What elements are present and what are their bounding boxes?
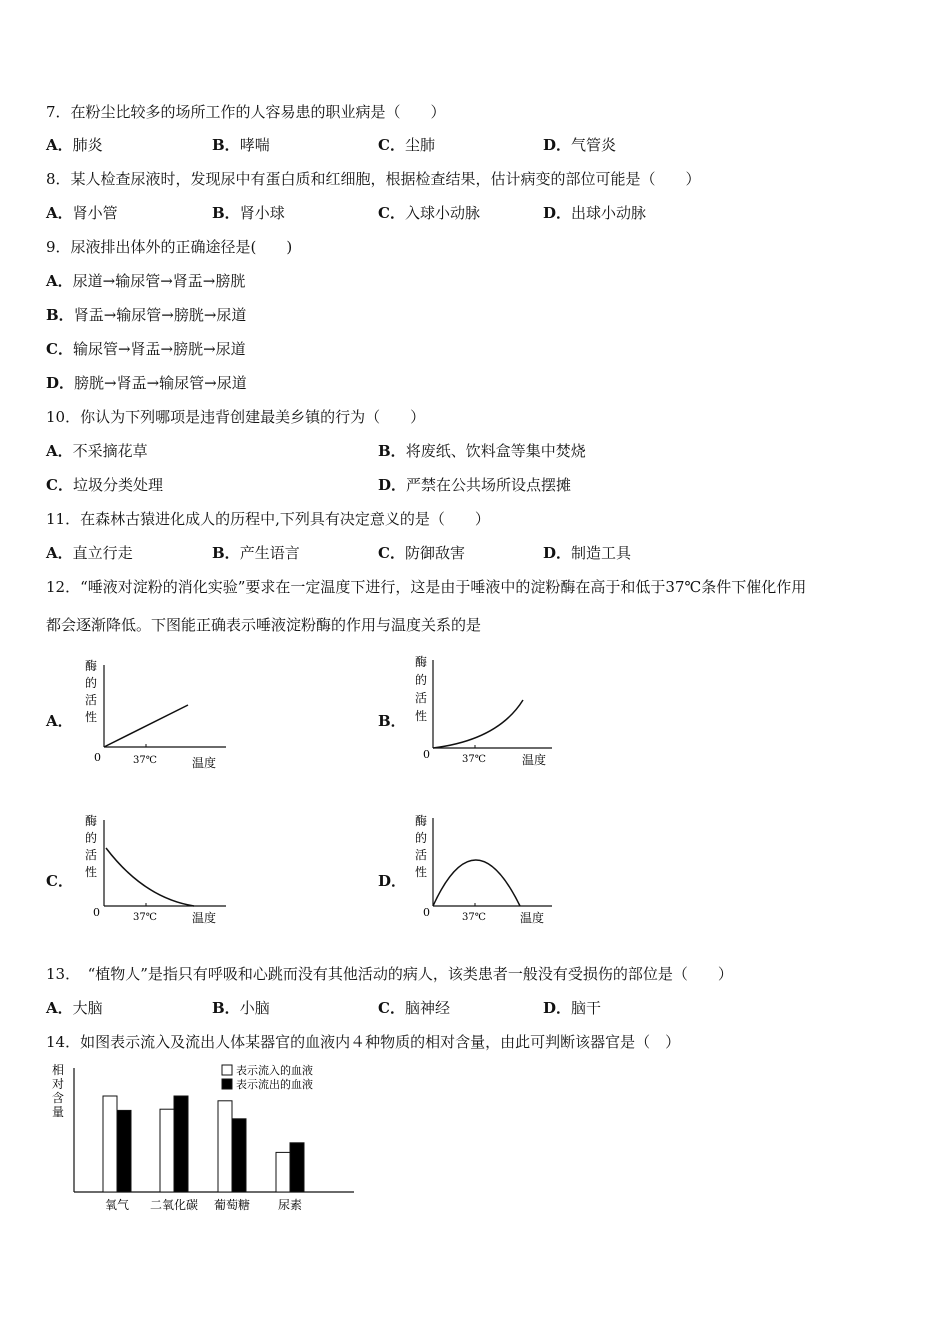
bar-in-1 — [160, 1109, 174, 1192]
chart-category-label: 氧气 — [104, 1198, 130, 1212]
q12-graph-label-b[interactable]: B． — [378, 712, 406, 730]
q7-stem: 7．在粉尘比较多的场所工作的人容易患的职业病是（ ） — [46, 103, 446, 121]
graph-d-ylabel-2: 的 — [415, 831, 428, 845]
q7-option-c[interactable]: C．尘肺 — [378, 136, 435, 154]
q10-stem: 10．你认为下列哪项是违背创建最美乡镇的行为（ ） — [46, 408, 426, 426]
q10-option-d[interactable]: D．严禁在公共场所设点摆摊 — [378, 476, 572, 494]
chart-ylabel-char-1: 相 — [52, 1063, 65, 1077]
bar-out-1 — [174, 1096, 188, 1192]
bar-out-0 — [117, 1110, 131, 1192]
q13-option-a[interactable]: A．大脑 — [46, 999, 103, 1017]
q13-stem: 13． “植物人”是指只有呼吸和心跳而没有其他活动的病人，该类患者一般没有受损伤的部位是（ ） — [46, 965, 733, 983]
graph-d-curve — [433, 860, 520, 906]
q12-graph-label-c[interactable]: C． — [46, 872, 73, 890]
q14-stem: 14．如图表示流入及流出人体某器官的血液内４种物质的相对含量，由此可判断该器官是（ ） — [46, 1033, 681, 1051]
graph-a-ylabel-3: 活 — [85, 693, 98, 707]
q9-option-a[interactable]: A．尿道→输尿管→肾盂→膀胱 — [46, 272, 246, 290]
legend-label-in: 表示流入的血液 — [236, 1064, 313, 1077]
q11-option-a[interactable]: A．直立行走 — [46, 544, 133, 562]
graph-d-ylabel-1: 酶 — [415, 814, 428, 828]
graph-a-xlabel: 温度 — [192, 756, 217, 770]
graph-c-xlabel: 温度 — [192, 911, 217, 925]
graph-d-ylabel-4: 性 — [415, 865, 428, 879]
q12-graph-label-d[interactable]: D． — [378, 872, 407, 890]
q13-option-b[interactable]: B．小脑 — [212, 999, 270, 1017]
q12-stem-line1: 12．“唾液对淀粉的消化实验”要求在一定温度下进行，这是由于唾液中的淀粉酶在高于和低于37℃条件下催化作用 — [46, 578, 807, 596]
q9-stem: 9．尿液排出体外的正确途径是( ) — [46, 238, 293, 256]
chart-ylabel-char-4: 量 — [52, 1105, 65, 1119]
chart-ylabel-char-2: 对 — [52, 1077, 65, 1091]
graph-c-ylabel-3: 活 — [85, 848, 98, 862]
q7-option-b[interactable]: B．哮喘 — [212, 136, 270, 154]
q7-option-d[interactable]: D．气管炎 — [543, 136, 617, 154]
q12-graph-label-a[interactable]: A． — [46, 712, 73, 730]
q11-stem: 11．在森林古猿进化成人的历程中,下列具有决定意义的是（ ） — [46, 510, 490, 528]
graph-b-ylabel-3: 活 — [415, 691, 428, 705]
q11-option-d[interactable]: D．制造工具 — [543, 544, 632, 562]
legend-swatch-in — [222, 1065, 232, 1075]
q12-graph-b — [408, 648, 568, 773]
q11-option-c[interactable]: C．防御敌害 — [378, 544, 465, 562]
chart-bars — [103, 1096, 304, 1192]
graph-c-ylabel-1: 酶 — [85, 814, 98, 828]
graph-c-tick-label: 37℃ — [133, 912, 157, 923]
graph-b-ylabel-1: 酶 — [415, 655, 428, 669]
graph-a-ylabel-2: 的 — [85, 676, 98, 690]
q12-graph-d — [408, 810, 568, 930]
graph-a-ylabel-4: 性 — [85, 710, 98, 724]
q13-option-d[interactable]: D．脑干 — [543, 999, 602, 1017]
q10-option-c[interactable]: C．垃圾分类处理 — [46, 476, 163, 494]
q10-option-a[interactable]: A．不采摘花草 — [46, 442, 148, 460]
q12-stem-line2: 都会逐渐降低。下图能正确表示唾液淀粉酶的作用与温度关系的是 — [46, 616, 482, 634]
chart-ylabel-char-3: 含 — [52, 1091, 65, 1105]
graph-a-curve — [104, 705, 188, 747]
bar-in-0 — [103, 1096, 117, 1192]
legend-label-out: 表示流出的血液 — [236, 1078, 313, 1091]
q8-option-b[interactable]: B．肾小球 — [212, 204, 285, 222]
graph-d-xlabel: 温度 — [520, 911, 545, 925]
q12-graph-a — [76, 655, 236, 775]
q8-option-a[interactable]: A．肾小管 — [46, 204, 118, 222]
q9-option-d[interactable]: D．膀胱→肾盂→输尿管→尿道 — [46, 374, 247, 392]
q13-option-c[interactable]: C．脑神经 — [378, 999, 450, 1017]
q11-option-b[interactable]: B．产生语言 — [212, 544, 300, 562]
bar-in-3 — [276, 1152, 290, 1192]
bar-out-3 — [290, 1143, 304, 1192]
graph-c-origin: 0 — [93, 906, 100, 919]
graph-c-ylabel-4: 性 — [85, 865, 98, 879]
chart-category-label: 尿素 — [277, 1198, 303, 1212]
q12-graph-c — [76, 810, 236, 930]
graph-b-tick-label: 37℃ — [462, 754, 486, 765]
q7-option-a[interactable]: A．肺炎 — [46, 136, 103, 154]
q9-option-b[interactable]: B．肾盂→输尿管→膀胱→尿道 — [46, 306, 247, 324]
graph-b-xlabel: 温度 — [522, 753, 547, 767]
graph-b-curve — [433, 700, 523, 748]
graph-b-origin: 0 — [423, 748, 430, 761]
graph-a-ylabel-1: 酶 — [85, 659, 98, 673]
q14-bar-chart — [44, 1060, 364, 1216]
graph-d-tick-label: 37℃ — [462, 912, 486, 923]
q9-option-c[interactable]: C．输尿管→肾盂→膀胱→尿道 — [46, 340, 246, 358]
graph-b-ylabel-2: 的 — [415, 673, 428, 687]
q8-stem: 8．某人检查尿液时，发现尿中有蛋白质和红细胞，根据检查结果，估计病变的部位可能是（ ） — [46, 170, 701, 188]
q8-option-c[interactable]: C．入球小动脉 — [378, 204, 480, 222]
legend-swatch-out — [222, 1079, 232, 1089]
q10-option-b[interactable]: B．将废纸、饮料盒等集中焚烧 — [378, 442, 586, 460]
graph-d-ylabel-3: 活 — [415, 848, 428, 862]
graph-b-ylabel-4: 性 — [415, 709, 428, 723]
graph-c-curve — [106, 848, 194, 906]
chart-category-label: 葡萄糖 — [213, 1198, 251, 1212]
graph-a-tick-label: 37℃ — [133, 755, 157, 766]
graph-a-origin: 0 — [94, 751, 101, 764]
chart-category-label: 二氧化碳 — [149, 1198, 199, 1212]
bar-out-2 — [232, 1119, 246, 1192]
graph-c-ylabel-2: 的 — [85, 831, 98, 845]
graph-d-origin: 0 — [423, 906, 430, 919]
bar-in-2 — [218, 1101, 232, 1192]
q8-option-d[interactable]: D．出球小动脉 — [543, 204, 647, 222]
